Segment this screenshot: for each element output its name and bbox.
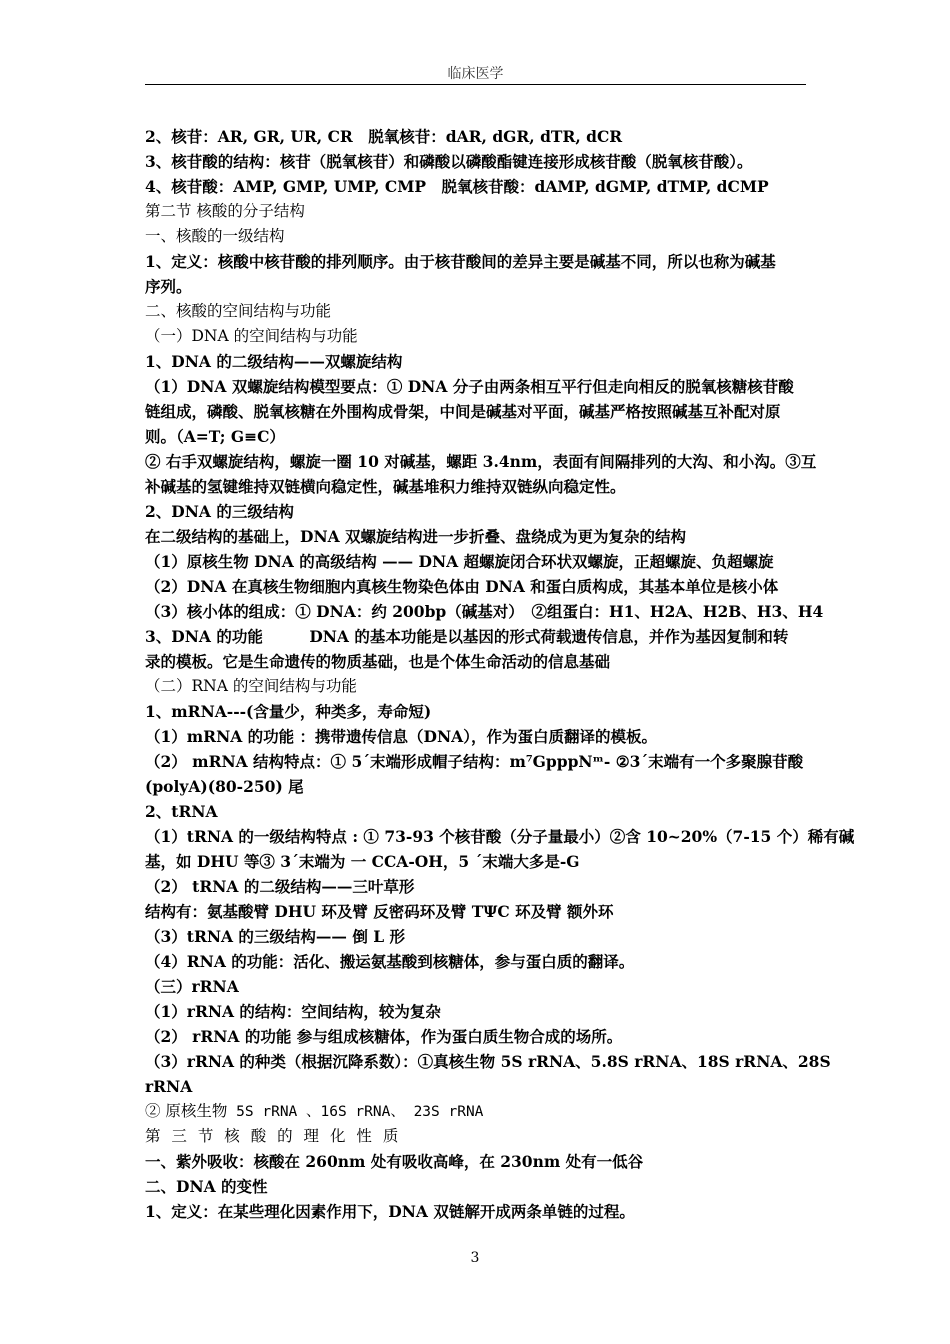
text-line: 补碱基的氢键维持双链横向稳定性，碱基堆积力维持双链纵向稳定性。 <box>145 477 626 496</box>
document-body <box>145 124 855 1224</box>
text-line: 链组成，磷酸、脱氧核糖在外围构成骨架，中间是碱基对平面，碱基严格按照碱基互补配对原 <box>145 402 781 421</box>
text-line: （3）rRNA 的种类（根据沉降系数）：①真核生物 5S rRNA、5.8S rRNA、18S rRNA、28S <box>145 1052 831 1071</box>
text-line: 在二级结构的基础上，DNA 双螺旋结构进一步折叠、盘绕成为更为复杂的结构 <box>145 527 687 546</box>
text-line: 基，如 DHU 等③ 3´末端为 一 CCA-OH，5 ´末端大多是-G <box>145 852 580 871</box>
text-line: 一、紫外吸收：核酸在 260nm 处有吸收高峰，在 230nm 处有一低谷 <box>145 1152 644 1171</box>
text-line: 2、tRNA <box>145 802 218 821</box>
text-line: （1）DNA 双螺旋结构模型要点：① DNA 分子由两条相互平行但走向相反的脱氧核糖核苷酸 <box>145 377 794 396</box>
text-line: （1）tRNA 的一级结构特点 : ① 73-93 个核苷酸（分子量最小）②含 10~20%（7-15 个）稀有碱 <box>145 827 855 846</box>
text-line-mono: 5S rRNA 、16S rRNA、 23S rRNA <box>227 1104 484 1120</box>
text-line: 3、核苷酸的结构：核苷（脱氧核苷）和磷酸以磷酸酯键连接形成核苷酸（脱氧核苷酸）。 <box>145 152 753 171</box>
text-line: 序列。 <box>145 277 192 296</box>
subsection-heading: 一、核酸的一级结构 <box>145 227 285 245</box>
text-line: （1）mRNA 的功能 ：携带遗传信息（DNA），作为蛋白质翻译的模板。 <box>145 727 657 746</box>
text-line: （2） rRNA 的功能 参与组成核糖体，作为蛋白质生物合成的场所。 <box>145 1027 623 1046</box>
section-heading: 第 三 节 核 酸 的 理 化 性 质 <box>145 1127 402 1145</box>
text-line: 3、DNA 的功能 DNA 的基本功能是以基因的形式荷载遗传信息，并作为基因复制和转 <box>145 627 789 646</box>
subsection-heading: 二、核酸的空间结构与功能 <box>145 302 332 320</box>
text-line: （2） mRNA 结构特点：① 5´末端形成帽子结构：m⁷GpppNᵐ- ②3´末端有一个多聚腺苷酸 <box>145 752 804 771</box>
text-line: （3）tRNA 的三级结构—— 倒 L 形 <box>145 927 406 946</box>
text-line: 2、核苷：AR, GR, UR, CR 脱氧核苷：dAR, dGR, dTR, dCR <box>145 127 623 146</box>
section-heading: 第二节 核酸的分子结构 <box>145 202 305 220</box>
header-rule <box>145 84 806 85</box>
page-header-title: 临床医学 <box>447 66 504 82</box>
text-line: 4、核苷酸：AMP, GMP, UMP, CMP 脱氧核苷酸：dAMP, dGMP, dTMP, dCMP <box>145 177 769 196</box>
page-number: 3 <box>470 1250 480 1266</box>
text-line: 录的模板。它是生命遗传的物质基础，也是个体生命活动的信息基础 <box>145 652 611 671</box>
text-line: ② 右手双螺旋结构，螺旋一圈 10 对碱基，螺距 3.4nm，表面有间隔排列的大沟、和小沟。③互 <box>145 452 817 471</box>
text-line: （三）rRNA <box>145 977 239 996</box>
text-line: 1、DNA 的二级结构——双螺旋结构 <box>145 352 403 371</box>
text-line: （1）原核生物 DNA 的高级结构 —— DNA 超螺旋闭合环状双螺旋，正超螺旋、负超螺旋 <box>145 552 774 571</box>
text-line: rRNA <box>145 1077 193 1096</box>
text-line: 1、mRNA---(含量少，种类多，寿命短) <box>145 702 432 721</box>
text-line-lead: ② 原核生物 <box>145 1102 228 1120</box>
text-line: (polyA)(80-250) 尾 <box>145 777 304 796</box>
text-line <box>145 1099 807 1124</box>
text-line: （3）核小体的组成：① DNA：约 200bp（碱基对） ②组蛋白：H1、H2A、H2B、H3、H4 <box>145 602 824 621</box>
text-line: 结构有：氨基酸臂 DHU 环及臂 反密码环及臂 TΨC 环及臂 额外环 <box>145 902 614 921</box>
text-line: 1、定义：核酸中核苷酸的排列顺序。由于核苷酸间的差异主要是碱基不同，所以也称为碱基 <box>145 252 776 271</box>
text-line: （1）rRNA 的结构：空间结构，较为复杂 <box>145 1002 441 1021</box>
text-line: （2） tRNA 的二级结构——三叶草形 <box>145 877 415 896</box>
text-line: 2、DNA 的三级结构 <box>145 502 294 521</box>
subsection-heading: （一）DNA 的空间结构与功能 <box>145 327 358 345</box>
text-line: 二、DNA 的变性 <box>145 1177 268 1196</box>
text-line: （4）RNA 的功能：活化、搬运氨基酸到核糖体，参与蛋白质的翻译。 <box>145 952 635 971</box>
text-line: 1、定义：在某些理化因素作用下，DNA 双链解开成两条单链的过程。 <box>145 1202 635 1221</box>
subsection-heading: （二）RNA 的空间结构与功能 <box>145 677 357 695</box>
text-line: （2）DNA 在真核生物细胞内真核生物染色体由 DNA 和蛋白质构成，其基本单位是核小体 <box>145 577 779 596</box>
text-line: 则。（A=T; G≡C） <box>145 427 285 446</box>
